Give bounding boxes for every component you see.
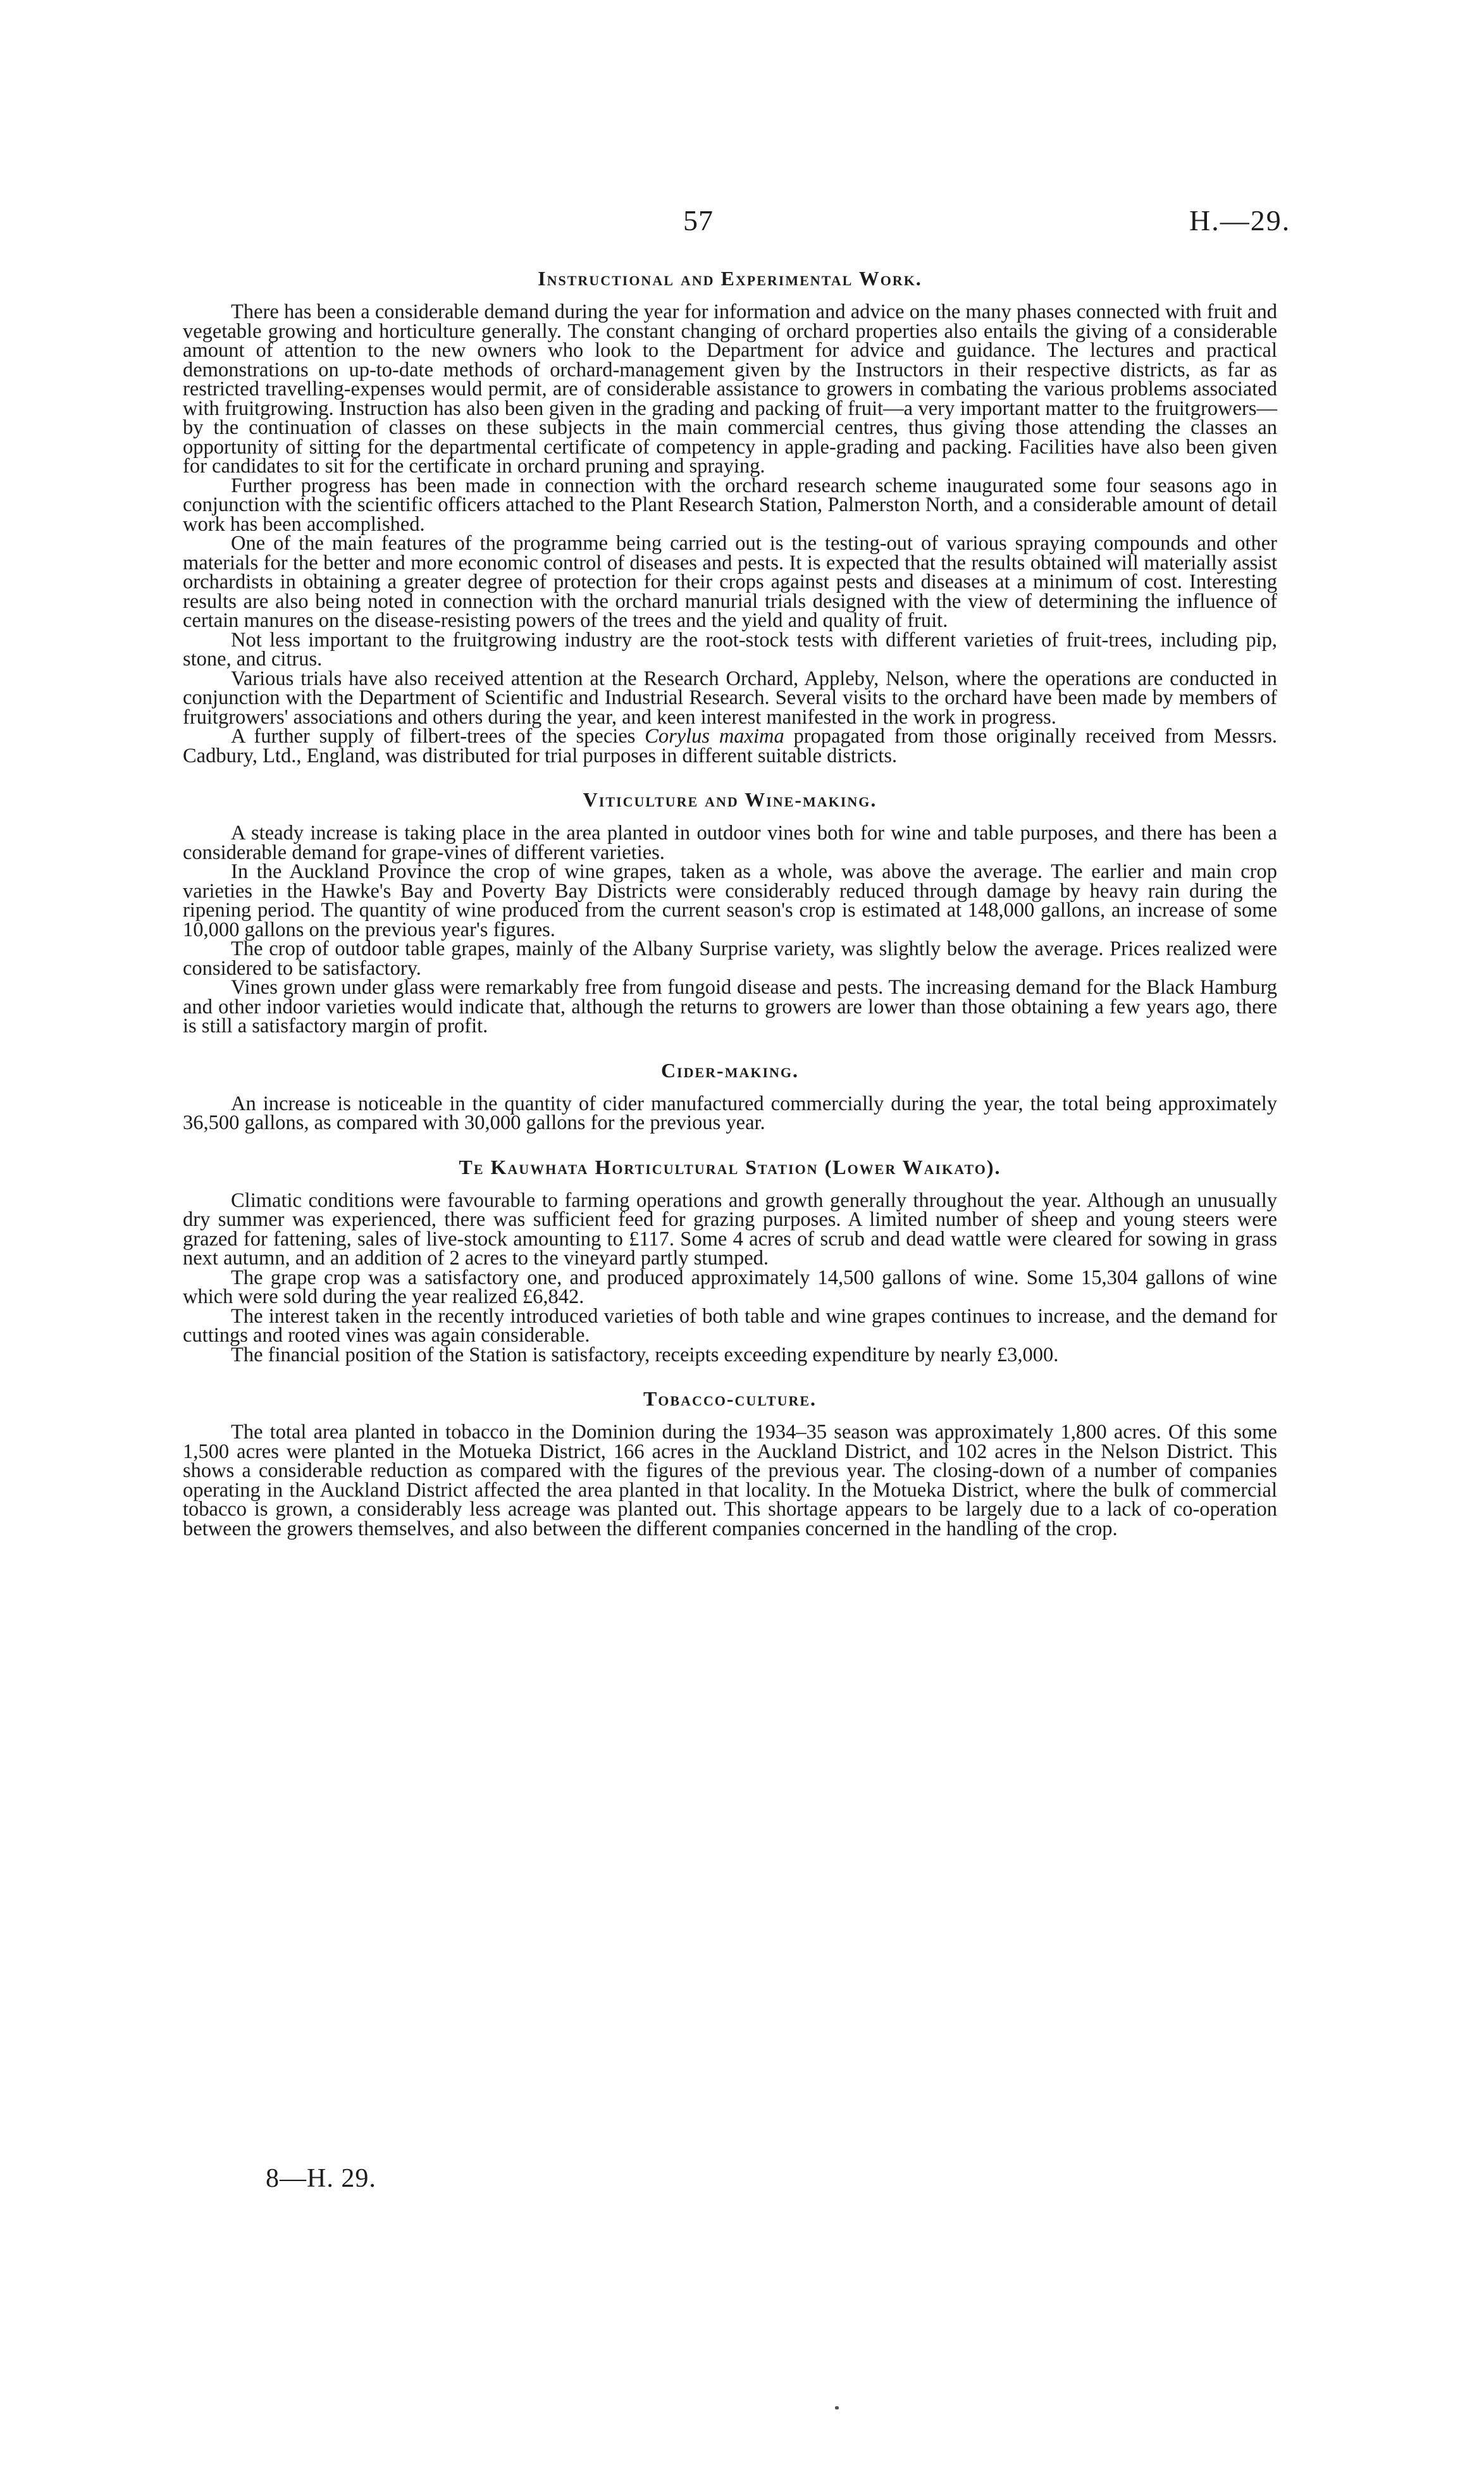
paragraph: Further progress has been made in connection with the orchard research scheme inaugurated some four seasons ago in conjunction with the scientific officers attached to the Plant Research Station, Palmerston North, and a considerable amount of detail work has been accomplished. bbox=[183, 474, 1277, 536]
paragraph: An increase is noticeable in the quantity of cider manufactured commercially during the year, the total being approximately 36,500 gallons, as compared with 30,000 gallons for the previous year. bbox=[183, 1092, 1277, 1134]
paragraph: In the Auckland Province the crop of wine grapes, taken as a whole, was above the average. The earlier and main crop varieties in the Hawke's Bay and Poverty Bay Districts were considerably reduced through damage by heavy rain during the ripening period. The quantity of wine produced from the current season's crop is estimated at 148,000 gallons, an increase of some 10,000 gallons on the previous year's figures. bbox=[183, 860, 1277, 941]
paragraph: The financial position of the Station is satisfactory, receipts exceeding expenditure by nearly £3,000. bbox=[231, 1343, 1059, 1366]
section-te-kauwhata bbox=[183, 1154, 1277, 1365]
species-name: Corylus maxima bbox=[645, 725, 784, 748]
paragraph: The total area planted in tobacco in the Dominion during the 1934–35 season was approximately 1,800 acres. Of this some 1,500 acres were planted in the Motueka District, 166 acres in the Auckland District, and 102 acres in the Nelson District. This shows a considerable reduction as compared with the figures of the previous year. The closing-down of a number of companies operating in the Auckland District affected the area planted in that locality. In the Motueka District, where the bulk of commercial tobacco is grown, a considerably less acreage was planted out. This shortage appears to be largely due to a lack of co-operation between the growers themselves, and also between the different companies concerned in the handling of the crop. bbox=[183, 1421, 1277, 1540]
section-heading: Cider-making. bbox=[660, 1058, 800, 1082]
section-heading: Te Kauwhata Horticultural Station (Lower Waikato). bbox=[459, 1155, 1001, 1178]
paragraph: The grape crop was a satisfactory one, and produced approximately 14,500 gallons of wine. Some 15,304 gallons of wine which were sold during the year realized £6,842. bbox=[183, 1266, 1277, 1308]
document-reference: H.—29. bbox=[1189, 204, 1291, 237]
section-instructional-work bbox=[183, 266, 1277, 765]
paragraph: There has been a considerable demand during the year for information and advice on the many phases connected with fruit and vegetable growing and horticulture generally. The constant changing of orchard properties also entails the giving of a considerable amount of attention to the new owners who look to the Department for advice and guidance. The lectures and practical demonstrations on up-to-date methods of orchard-management given by the Instructors in their respective districts, as far as restricted travelling-expenses would permit, are of considerable assistance to growers in combating the various problems associated with fruitgrowing. Instruction has also been given in the grading and packing of fruit—a very important matter to the fruitgrowers—by the continuation of classes on these subjects in the main commercial centres, thus giving those attending the classes an opportunity of sitting for the departmental certificate of competency in apple-grading and packing. Facilities have also been given for candidates to sit for the certificate in orchard pruning and spraying. bbox=[183, 300, 1277, 478]
paragraph: Not less important to the fruitgrowing industry are the root-stock tests with different varieties of fruit-trees, including pip, stone, and citrus. bbox=[183, 628, 1277, 671]
document-body bbox=[183, 266, 1277, 1538]
section-viticulture bbox=[183, 787, 1277, 1036]
page-header bbox=[0, 204, 1484, 248]
paragraph: Vines grown under glass were remarkably free from fungoid disease and pests. The increasing demand for the Black Hamburg and other indoor varieties would indicate that, although the returns to growers are lower than those obtaining a few years ago, there is still a satisfactory margin of profit. bbox=[183, 976, 1277, 1037]
section-heading: Instructional and Experimental Work. bbox=[538, 267, 922, 290]
paragraph: Various trials have also received attention at the Research Orchard, Appleby, Nelson, where the operations are conducted in conjunction with the Department of Scientific and Industrial Research. Several visits to the orchard have been made by members of fruitgrowers' associations and others during the year, and keen interest manifested in the work in progress. bbox=[183, 667, 1277, 729]
print-speck bbox=[835, 2406, 839, 2409]
paragraph: The interest taken in the recently introduced varieties of both table and wine grapes continues to increase, and the demand for cuttings and rooted vines was again considerable. bbox=[183, 1304, 1277, 1347]
section-heading: Viticulture and Wine-making. bbox=[583, 788, 877, 811]
paragraph: The crop of outdoor table grapes, mainly of the Albany Surprise variety, was slightly below the average. Prices realized were considered to be satisfactory. bbox=[183, 937, 1277, 980]
page-number: 57 bbox=[683, 204, 714, 237]
paragraph: One of the main features of the programme being carried out is the testing-out of various spraying compounds and other materials for the better and more economic control of diseases and pests. It is expected that the results obtained will materially assist orchardists in obtaining a greater degree of protection for their crops against pests and diseases at a minimum of cost. Interesting results are also being noted in connection with the orchard manurial trials designed with the view of determining the influence of certain manures on the disease-resisting powers of the trees and the yield and quality of fruit. bbox=[183, 532, 1277, 632]
section-cider-making bbox=[183, 1058, 1277, 1133]
filbert-text-after: propagated from those originally received from Messrs. Cadbury, Ltd., England, was distributed for trial purposes in different suitable districts. bbox=[183, 725, 1278, 767]
paragraph-filbert bbox=[183, 727, 1277, 765]
paragraph: A steady increase is taking place in the area planted in outdoor vines both for wine and table purposes, and there has been a considerable demand for grape-vines of different varieties. bbox=[183, 822, 1277, 864]
section-tobacco-culture bbox=[183, 1386, 1277, 1538]
paragraph: Climatic conditions were favourable to farming operations and growth generally throughout the year. Although an unusually dry summer was experienced, there was sufficient feed for grazing purposes. A limited number of sheep and young steers were grazed for fattening, sales of live-stock amounting to £117. Some 4 acres of scrub and dead wattle were cleared for sowing in grass next autumn, and an addition of 2 acres to the vineyard partly stumped. bbox=[183, 1189, 1277, 1270]
section-heading: Tobacco-culture. bbox=[643, 1387, 817, 1410]
filbert-text-before: A further supply of filbert-trees of the species bbox=[231, 725, 645, 748]
signature-reference: 8—H. 29. bbox=[266, 2164, 376, 2193]
